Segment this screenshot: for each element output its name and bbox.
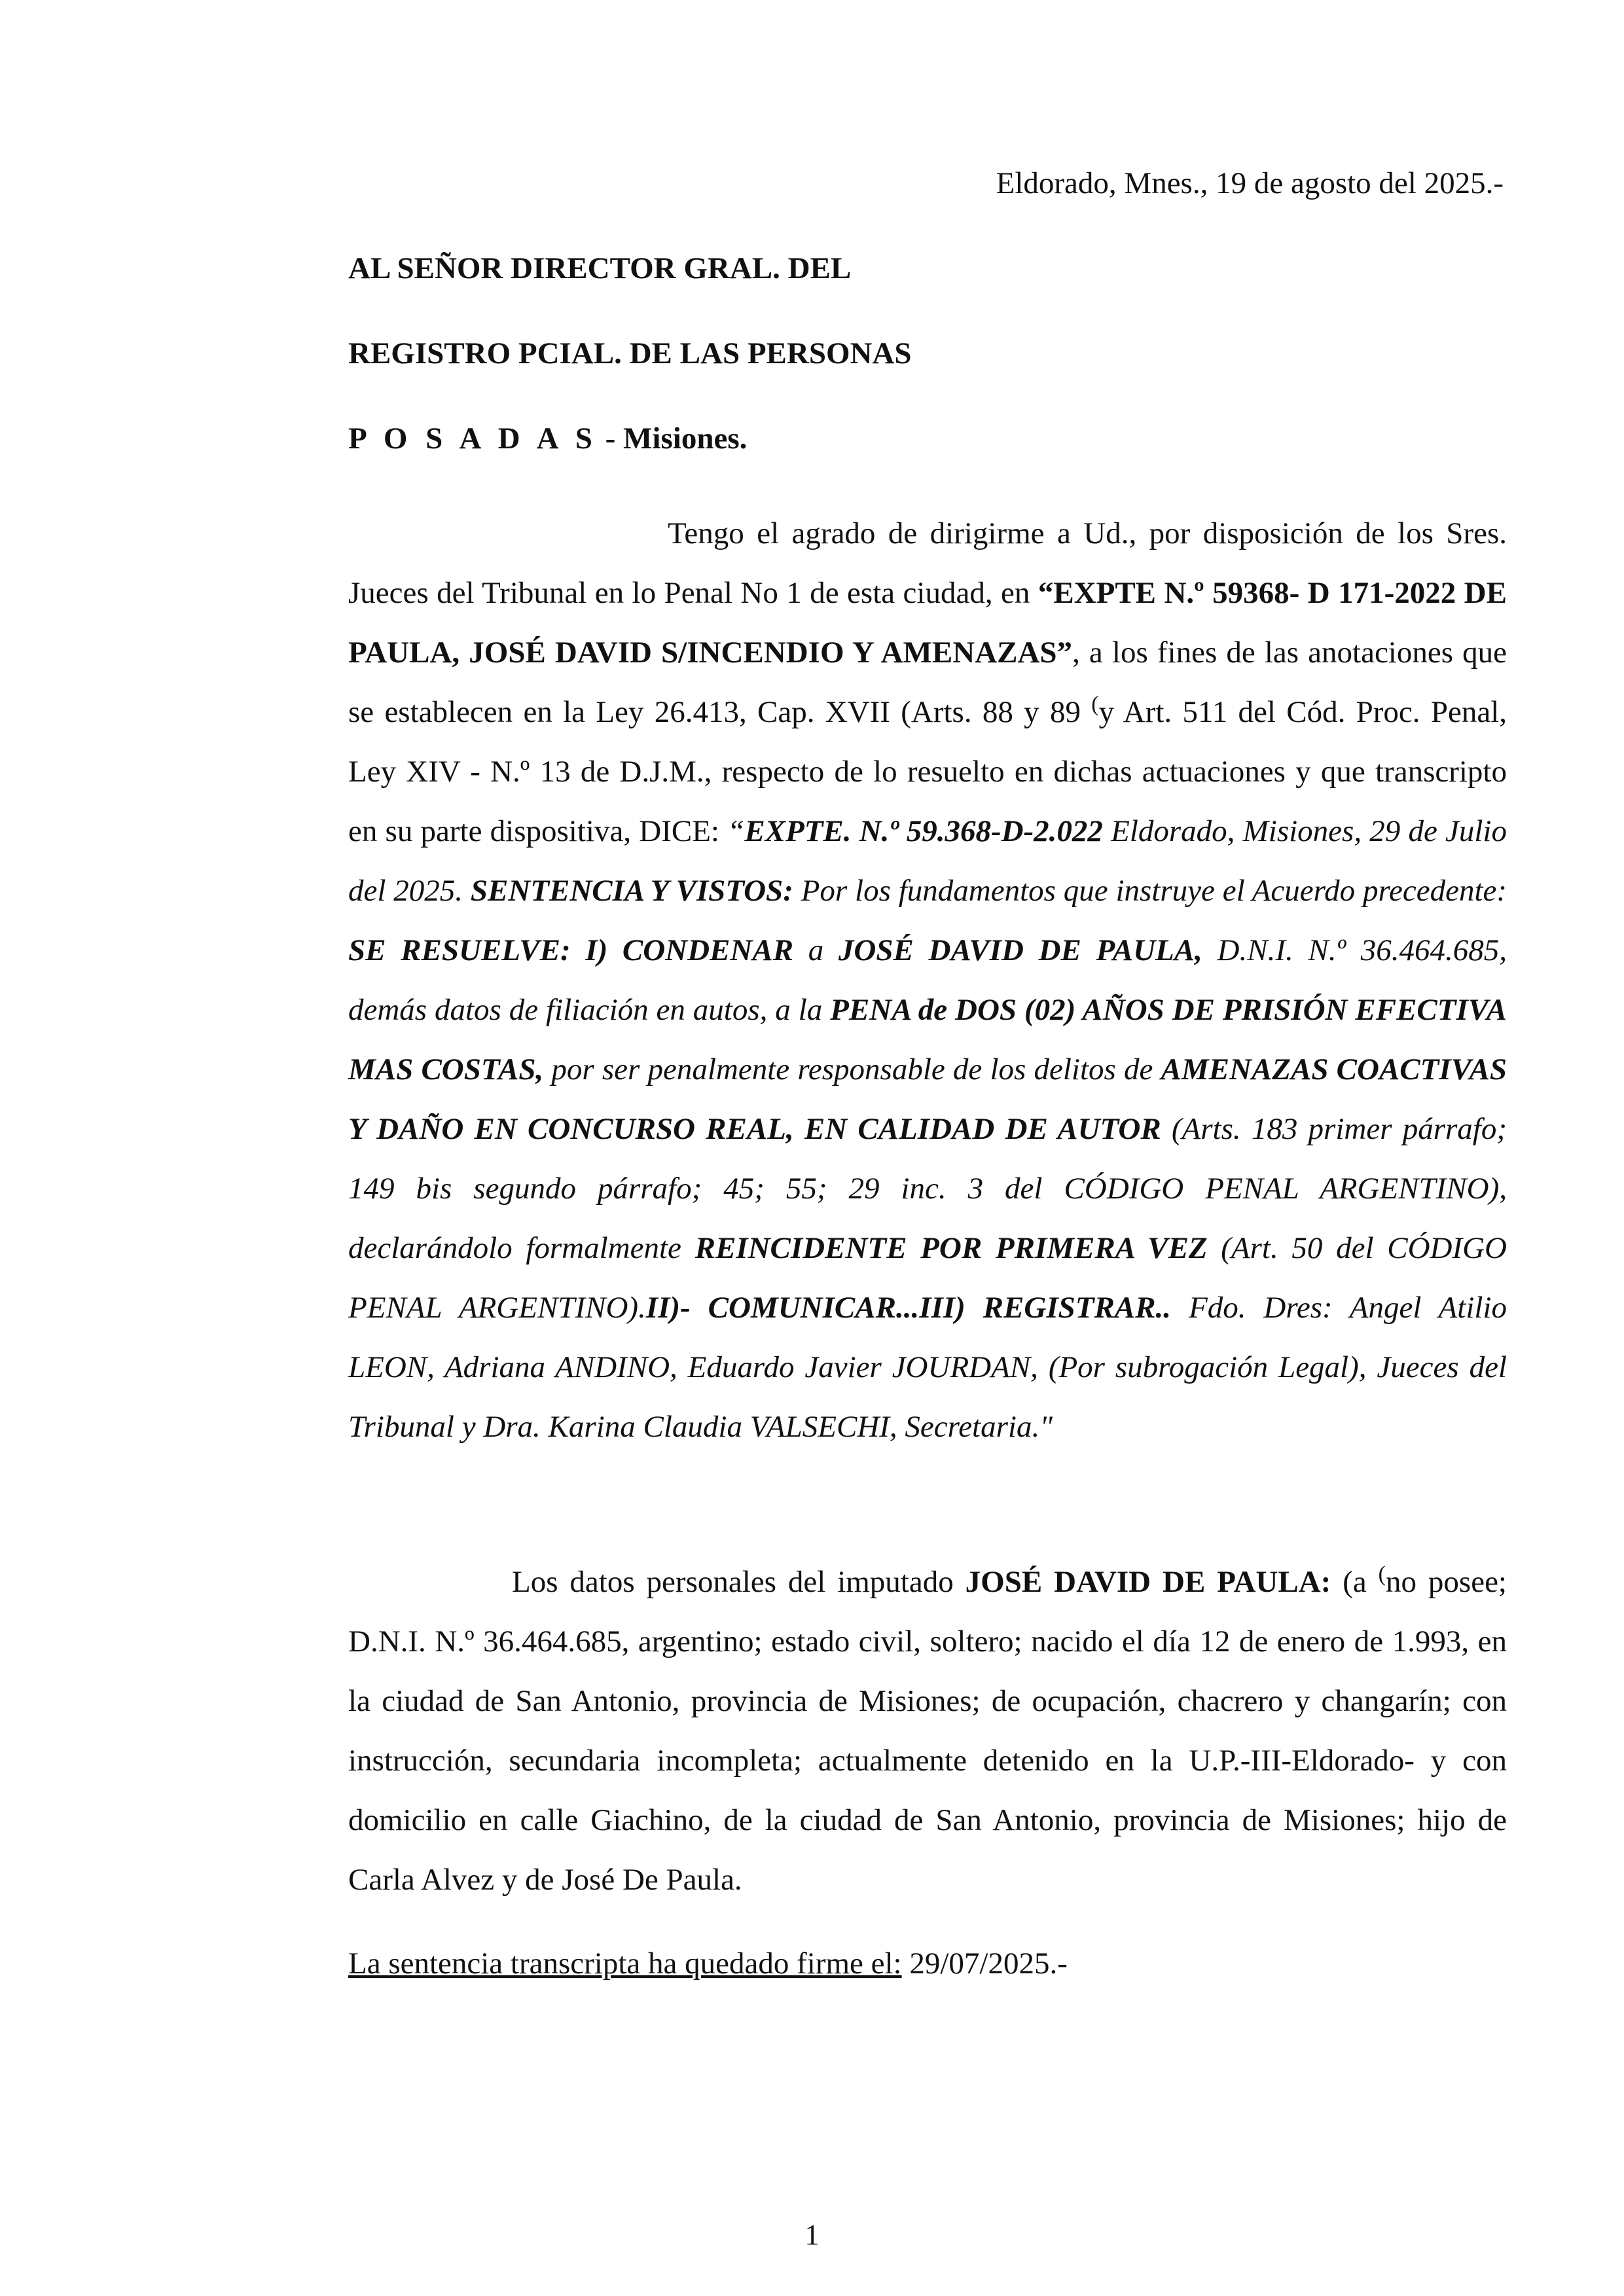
p2-text-2: (a (1331, 1565, 1379, 1599)
quote-penalty: PENA de DOS (02) AÑOS DE PRISIÓN EFECTIVA MAS COSTAS, (348, 993, 1507, 1086)
paragraph-personal-data (348, 1552, 1507, 1910)
p1-text-1: Tengo el agrado de dirigirme a Ud., por disposición de los Sres. Jueces del Tribunal en lo Penal No 1 de esta ciudad, en (348, 516, 1507, 610)
quote-sentencia: SENTENCIA Y VISTOS: (470, 874, 793, 908)
p2-defendant-name: JOSÉ DAVID DE PAULA: (965, 1565, 1331, 1599)
quote-open: “ (727, 814, 745, 848)
firmness-date: 29/07/2025.- (901, 1946, 1068, 1981)
quote-case-number: EXPTE. N.º 59.368-D-2.022 (744, 814, 1103, 848)
quote-reincidente: REINCIDENTE POR PRIMERA VEZ (695, 1231, 1208, 1265)
quote-text-7: (Art. 50 del CÓDIGO PENAL ARGENTINO). (348, 1231, 1507, 1325)
quote-text-6: (Arts. 183 primer párrafo; 149 bis segundo párrafo; 45; 55; 29 inc. 3 del CÓDIGO PENAL ARGENTINO), declarándolo formalmente (348, 1112, 1507, 1265)
addressee-line-2: REGISTRO PCIAL. DE LAS PERSONAS (348, 336, 912, 370)
p1-text-2: , a los fines de las anotaciones que se establecen en la Ley 26.413, Cap. XVII (Arts. 88 y 89 (348, 636, 1507, 729)
quote-text-3: a (793, 933, 839, 967)
paragraph-notification (348, 504, 1507, 1457)
date-line: Eldorado, Mnes., 19 de agosto del 2025.- (996, 166, 1504, 200)
p2-text-1: Los datos personales del imputado (512, 1565, 965, 1599)
p2-text-3: no posee; D.N.I. N.º 36.464.685, argentino; estado civil, soltero; nacido el día 12 de enero de 1.993, en la ciudad de San Antonio, provincia de Misiones; de ocupación, chacrero y changarín; con instrucción, secundaria incompleta; actualmente detenido en la U.P.-III-Eldorado- y con domicilio en calle Giachino, de la ciudad de San Antonio, provincia de Misiones; hijo de Carla Alvez y de José De Paula. (348, 1565, 1507, 1897)
quote-resuelve: SE RESUELVE: I) CONDENAR (348, 933, 794, 967)
p1-quote (348, 814, 1507, 1444)
firmness-label: La sentencia transcripta ha quedado firme el: (348, 1946, 902, 1981)
addressee-city: P O S A D A S (348, 422, 598, 456)
page-number: 1 (804, 2219, 820, 2251)
quote-defendant: JOSÉ DAVID DE PAULA, (838, 933, 1202, 967)
quote-crimes: AMENAZAS COACTIVAS Y DAÑO EN CONCURSO REAL, EN CALIDAD DE AUTOR (348, 1052, 1507, 1146)
addressee-line-3 (348, 419, 747, 458)
quote-text-1: Eldorado, Misiones, 29 de Julio del 2025. (348, 814, 1507, 908)
quote-text-4: D.N.I. N.º 36.464.685, demás datos de filiación en autos, a la (348, 933, 1507, 1027)
p2-mark: ( (1378, 1562, 1386, 1587)
addressee-province: - Misiones. (597, 422, 748, 456)
quote-comunicar: II)- COMUNICAR...III) REGISTRAR.. (645, 1291, 1172, 1325)
p1-case-title: “EXPTE N.º 59368- D 171-2022 DE PAULA, JOSÉ DAVID S/INCENDIO Y AMENAZAS” (348, 576, 1507, 670)
addressee-line-1: AL SEÑOR DIRECTOR GRAL. DEL (348, 251, 852, 285)
firmness-line (348, 1944, 1068, 1983)
p1-mark: ( (1091, 692, 1099, 717)
quote-text-8: Fdo. Dres: Angel Atilio LEON, Adriana ANDINO, Eduardo Javier JOURDAN, (Por subrogación Legal), Jueces del Tribunal y Dra. Karina Claudia VALSECHI, Secretaria." (348, 1291, 1507, 1444)
quote-text-2: Por los fundamentos que instruye el Acuerdo precedente: (793, 874, 1507, 908)
quote-text-5: por ser penalmente responsable de los delitos de (543, 1052, 1161, 1086)
p1-text-3: y Art. 511 del Cód. Proc. Penal, Ley XIV - N.º 13 de D.J.M., respecto de lo resuelto en dichas actuaciones y que transcripto en su parte dispositiva, DICE: (348, 695, 1507, 848)
